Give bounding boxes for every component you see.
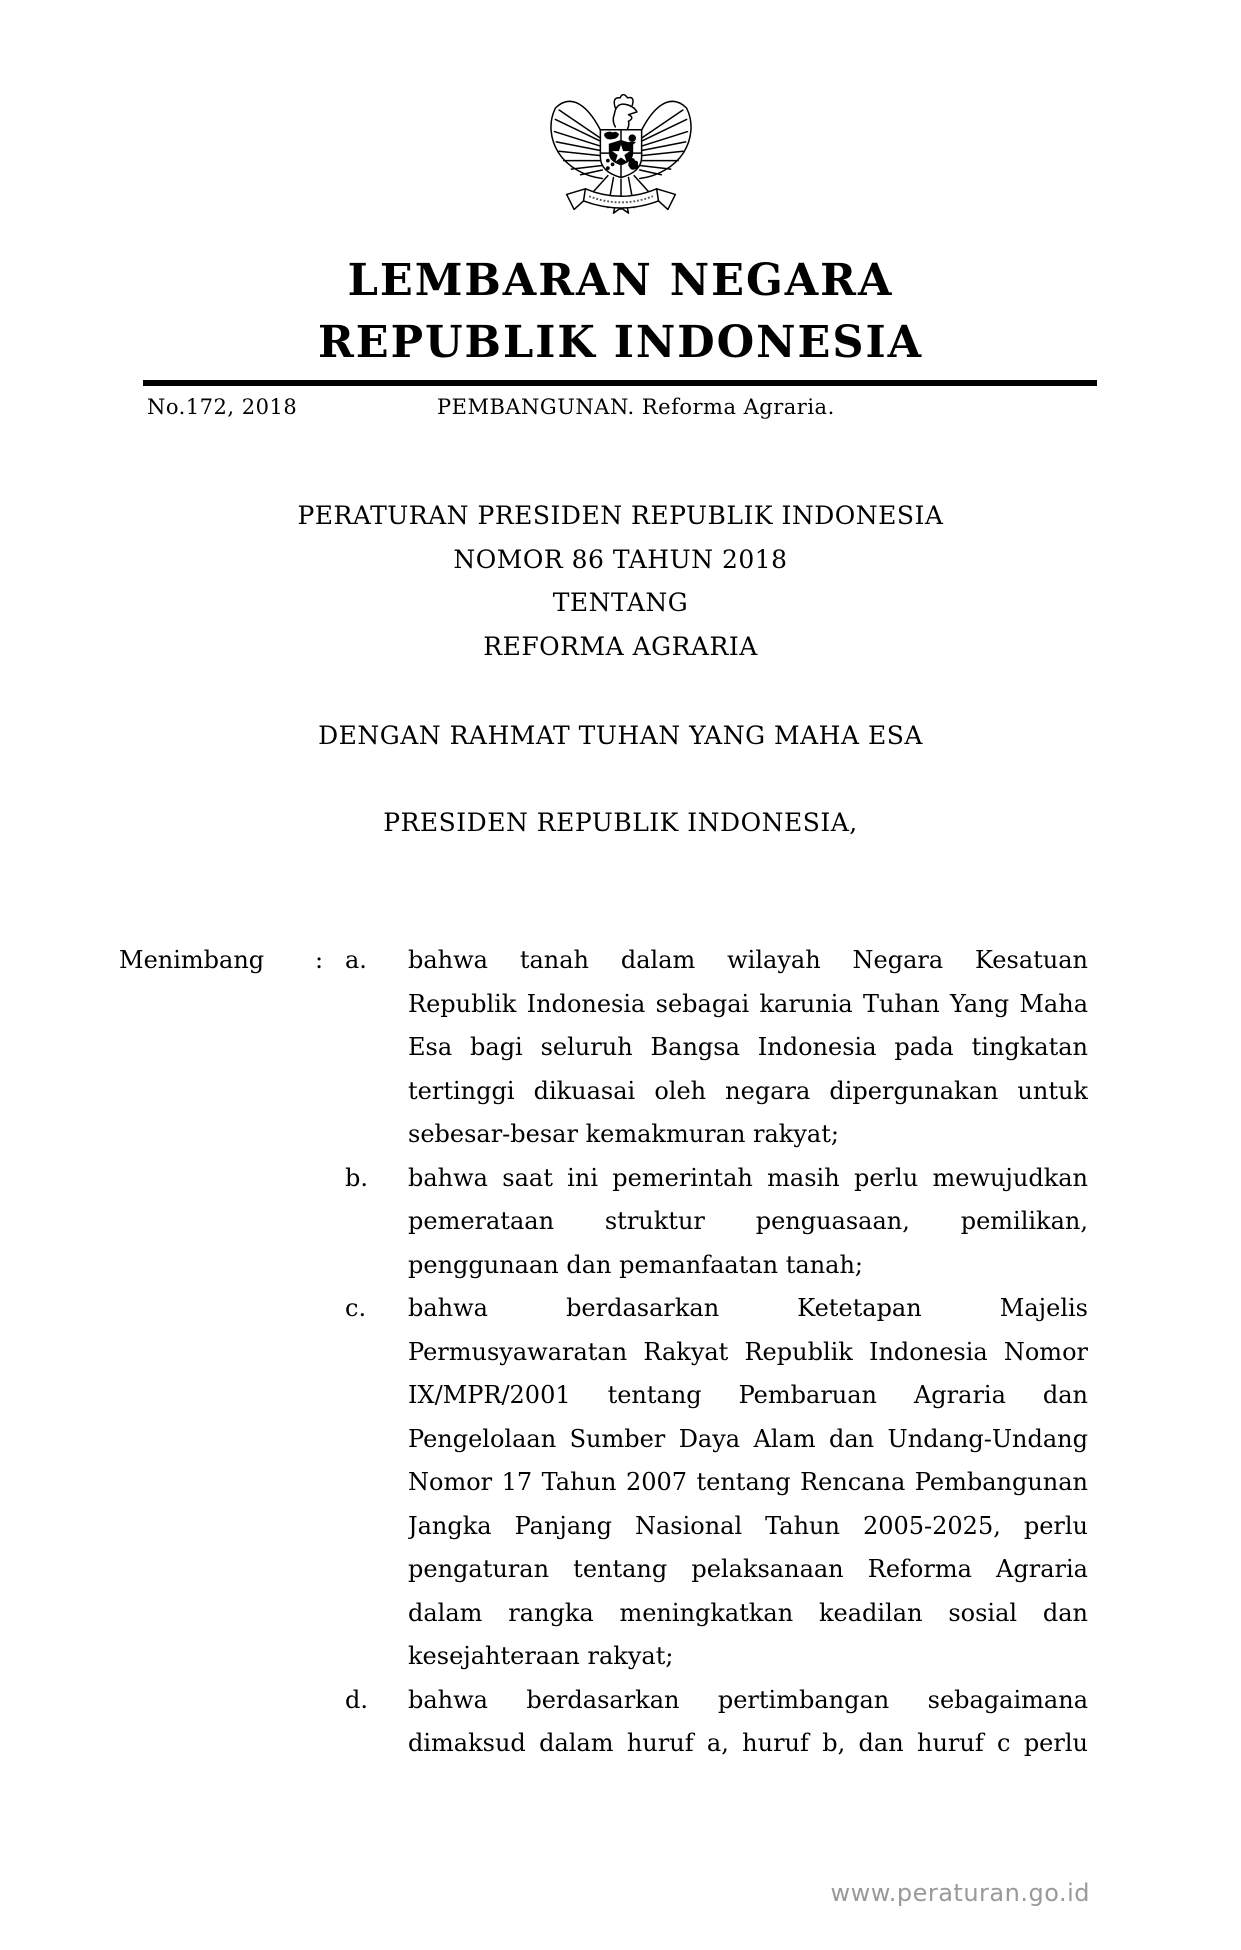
text-line: Jangka Panjang Nasional Tahun 2005-2025, perlu: [408, 1511, 1088, 1540]
text-line: Pengelolaan Sumber Daya Alam dan Undang-Undang: [408, 1424, 1088, 1453]
consideration-item: [119, 1287, 1088, 1679]
text-line: IX/MPR/2001 tentang Pembaruan Agraria dan: [408, 1381, 1088, 1409]
menimbang-label: Menimbang: [119, 946, 265, 974]
text-line: sebesar-besar kemakmuran rakyat;: [408, 1120, 839, 1148]
masthead-line2: REPUBLIK INDONESIA: [317, 317, 924, 368]
text-line: Esa bagi seluruh Bangsa Indonesia pada tingkatan: [408, 1033, 1088, 1061]
item-text: [408, 1157, 1088, 1288]
decree-title-line3: TENTANG: [552, 588, 689, 617]
text-line: penggunaan dan pemanfaatan tanah;: [408, 1250, 864, 1279]
text-line: Nomor 17 Tahun 2007 tentang Rencana Pembangunan: [408, 1468, 1088, 1496]
text-line: bahwa tanah dalam wilayah Negara Kesatuan: [408, 946, 1088, 974]
consideration-item: [119, 1679, 1088, 1766]
text-line: bahwa berdasarkan Ketetapan Majelis: [408, 1294, 1088, 1322]
masthead: [12, 250, 1228, 374]
garuda-icon: [546, 84, 696, 242]
text-line: tertinggi dikuasai oleh negara dipergunakan untuk: [408, 1076, 1088, 1105]
item-marker: b.: [345, 1163, 368, 1192]
text-line: dimaksud dalam huruf a, huruf b, dan huruf c perlu: [408, 1729, 1088, 1757]
text-line: dalam rangka meningkatkan keadilan sosial dan: [408, 1598, 1088, 1627]
item-marker: d.: [345, 1685, 368, 1714]
enacting-authority-line: PRESIDEN REPUBLIK INDONESIA,: [383, 808, 858, 837]
masthead-line1: LEMBARAN NEGARA: [347, 255, 894, 306]
consideration-item: [119, 1157, 1088, 1288]
text-line: bahwa saat ini pemerintah masih perlu mewujudkan: [408, 1163, 1088, 1192]
gazette-number: No.172, 2018: [147, 395, 298, 419]
garuda-pancasila-emblem: [546, 84, 696, 246]
gazette-subject: PEMBANGUNAN. Reforma Agraria.: [437, 395, 835, 419]
invocation-line: DENGAN RAHMAT TUHAN YANG MAHA ESA: [318, 721, 923, 750]
text-line: Republik Indonesia sebagai karunia Tuhan Yang Maha: [408, 989, 1088, 1018]
item-text: [408, 939, 1088, 1157]
item-marker: a.: [345, 946, 367, 974]
text-line: bahwa berdasarkan pertimbangan sebagaimana: [408, 1685, 1088, 1714]
considerations-section: [119, 939, 1088, 1766]
consideration-item: [119, 939, 1088, 1157]
masthead-rule: [143, 380, 1097, 386]
item-text: [408, 1287, 1088, 1679]
item-marker: c.: [345, 1294, 367, 1322]
decree-title: [0, 494, 1241, 668]
consideration-items: [119, 939, 1088, 1766]
footer-website: www.peraturan.go.id: [830, 1879, 1090, 1907]
item-text: [408, 1679, 1088, 1766]
decree-title-line4: REFORMA AGRARIA: [483, 631, 758, 661]
menimbang-colon: :: [315, 946, 324, 974]
text-line: pemerataan struktur penguasaan, pemilikan,: [408, 1207, 1088, 1235]
decree-title-line2: NOMOR 86 TAHUN 2018: [453, 544, 788, 574]
decree-title-line1: PERATURAN PRESIDEN REPUBLIK INDONESIA: [297, 501, 944, 530]
text-line: Permusyawaratan Rakyat Republik Indonesia Nomor: [408, 1337, 1088, 1366]
text-line: kesejahteraan rakyat;: [408, 1642, 674, 1670]
text-line: pengaturan tentang pelaksanaan Reforma Agraria: [408, 1555, 1088, 1583]
